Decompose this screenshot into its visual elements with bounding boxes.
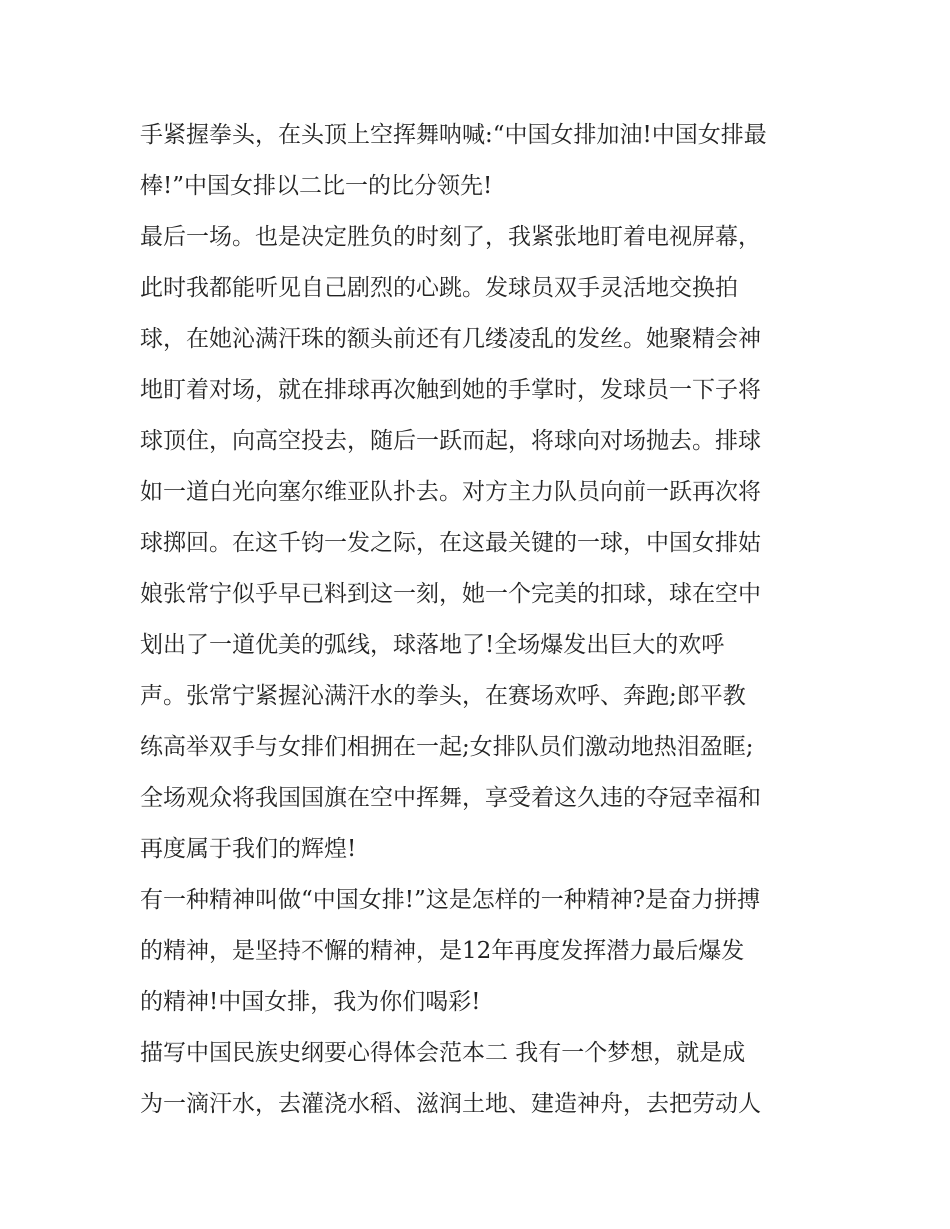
document-body <box>140 110 820 1130</box>
text-line: 球，在她沁满汗珠的额头前还有几缕凌乱的发丝。她聚精会神 <box>140 326 761 352</box>
text-line: 描写中国民族史纲要心得体会范本二 我有一个梦想，就是成 <box>140 1040 746 1066</box>
text-line: 再度属于我们的辉煌! <box>140 836 357 862</box>
text-line: 棒!”中国女排以二比一的比分领先! <box>140 173 493 199</box>
text-line: 手紧握拳头，在头顶上空挥舞呐喊:“中国女排加油!中国女排最 <box>140 122 767 148</box>
text-line: 球掷回。在这千钧一发之际，在这最关键的一球，中国女排姑 <box>140 530 761 556</box>
text-line: 地盯着对场，就在排球再次触到她的手掌时，发球员一下子将 <box>140 377 761 403</box>
text-line: 此时我都能听见自己剧烈的心跳。发球员双手灵活地交换拍 <box>140 275 738 301</box>
text-line: 练高举双手与女排们相拥在一起;女排队员们激动地热泪盈眶; <box>140 734 754 760</box>
text-line: 的精神!中国女排，我为你们喝彩! <box>140 989 481 1015</box>
text-line: 最后一场。也是决定胜负的时刻了，我紧张地盯着电视屏幕， <box>140 224 761 250</box>
text-line: 为一滴汗水，去灌浇水稻、滋润土地、建造神舟，去把劳动人 <box>140 1091 761 1117</box>
text-line: 的精神，是坚持不懈的精神，是12年再度发挥潜力最后爆发 <box>140 938 745 964</box>
text-line: 球顶住，向高空投去，随后一跃而起，将球向对场抛去。排球 <box>140 428 761 454</box>
text-line: 全场观众将我国国旗在空中挥舞，享受着这久违的夺冠幸福和 <box>140 785 761 811</box>
text-line: 如一道白光向塞尔维亚队扑去。对方主力队员向前一跃再次将 <box>140 479 761 505</box>
text-line: 娘张常宁似乎早已料到这一刻，她一个完美的扣球，球在空中 <box>140 581 761 607</box>
text-line: 有一种精神叫做“中国女排!”这是怎样的一种精神?是奋力拼搏 <box>140 887 761 913</box>
text-line: 划出了一道优美的弧线，球落地了!全场爆发出巨大的欢呼 <box>140 632 725 658</box>
text-line: 声。张常宁紧握沁满汗水的拳头，在赛场欢呼、奔跑;郎平教 <box>140 683 746 709</box>
